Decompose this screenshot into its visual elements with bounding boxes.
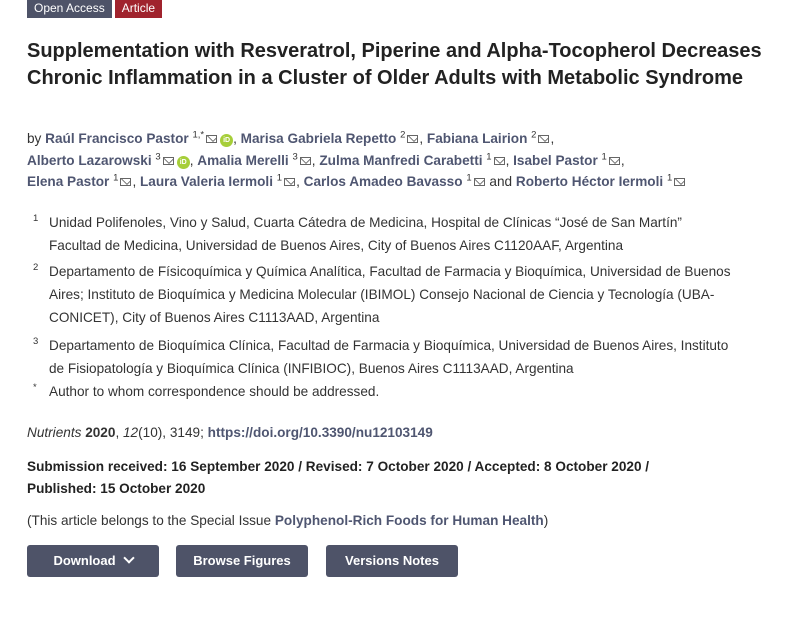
affiliation-item [27, 334, 787, 380]
envelope-icon[interactable] [206, 135, 217, 143]
publication-dates [27, 456, 747, 500]
open-access-badge[interactable]: Open Access [27, 0, 112, 18]
browse-figures-button[interactable]: Browse Figures [176, 545, 308, 577]
special-issue-prefix: (This article belongs to the Special Issue [27, 513, 275, 528]
author-affil-sup: 1,* [192, 129, 205, 141]
affiliation-text: Unidad Polifenoles, Vino y Salud, Cuarta Cátedra de Medicina, Hospital de Clínicas “José de San Martín” [49, 215, 682, 230]
author-link[interactable]: Fabiana Lairion [426, 131, 528, 146]
affiliation-item [27, 260, 787, 334]
affiliation-text: Author to whom correspondence should be addressed. [49, 384, 380, 399]
envelope-icon[interactable] [674, 178, 685, 186]
author-affil-sup: 1 [486, 150, 492, 162]
authors-prefix: by [27, 131, 42, 146]
affiliation-number: 1 [33, 213, 39, 224]
affiliation-text: Facultad de Medicina, Universidad de Buenos Aires, City of Buenos Aires C1120AAF, Argentina [49, 238, 624, 253]
author-link[interactable]: Amalia Merelli [197, 152, 289, 168]
author-affil-sup: 3 [155, 150, 161, 162]
journal-name: Nutrients [27, 425, 82, 440]
envelope-icon[interactable] [120, 178, 131, 186]
citation: Nutrients 2020, 12(10), 3149; https://doi.org/10.3390/nu12103149 [27, 425, 433, 440]
download-label: Download [53, 553, 116, 568]
envelope-icon[interactable] [474, 178, 485, 186]
author-link[interactable]: Raúl Francisco Pastor [45, 131, 189, 146]
special-issue-note [27, 513, 548, 528]
envelope-icon[interactable] [163, 157, 174, 165]
author-affil-sup: 1 [113, 172, 119, 184]
envelope-icon[interactable] [284, 178, 295, 186]
envelope-icon[interactable] [609, 157, 620, 165]
affiliation-text: CONICET), City of Buenos Aires C1113AAD, Argentina [49, 310, 380, 325]
author-affil-sup: 3 [292, 150, 298, 162]
author-affil-sup: 1 [466, 172, 472, 184]
author-link[interactable]: Alberto Lazarowski [27, 152, 152, 168]
author-link[interactable]: Laura Valeria Iermoli [140, 174, 273, 189]
author-link[interactable]: Elena Pastor [27, 174, 110, 189]
affiliation-item [27, 211, 787, 260]
author-affil-sup: 1 [601, 150, 607, 162]
correspondence-note [27, 380, 787, 403]
special-issue-suffix: ) [543, 513, 549, 528]
authors-and: and [489, 174, 513, 189]
article-title: Supplementation with Resveratrol, Piperine and Alpha-Tocopherol Decreases Chronic Inflammation in a Cluster of Older Adults with Metabolic Syndrome [27, 40, 762, 89]
envelope-icon[interactable] [538, 135, 549, 143]
affiliation-text: Departamento de Físicoquímica y Química Analítica, Facultad de Farmacia y Bioquímica, Universidad de Buenos [49, 264, 731, 279]
doi-link[interactable]: https://doi.org/10.3390/nu12103149 [207, 425, 433, 440]
author-affil-sup: 1 [276, 172, 283, 184]
envelope-icon[interactable] [494, 157, 505, 165]
affiliation-number: 3 [33, 336, 39, 347]
author-list: by Raúl Francisco Pastor $^{1,*}$iD , Marisa Gabriela Repetto $^2$ , Fabiana Lairion $^2$ , Alberto Lazarowski $^3$iD , Amalia Merelli $^3$ , Zulma Manfredi Carabetti $^1$ , Isabel Pastor $^1$ , Elena Pastor $^1$ , Laura Valeria Iermoli $^1$ , Carlos Amadeo Bavasso $^1$ and Roberto Héctor Iermoli $^1$ [27, 128, 777, 193]
author-link[interactable]: Isabel Pastor [513, 152, 598, 168]
affiliation-number: * [33, 382, 37, 393]
author-affil-sup: 1 [666, 172, 673, 184]
dates-line: Submission received: 16 September 2020 / Revised: 7 October 2020 / Accepted: 8 October 2020 / [27, 459, 650, 474]
special-issue-link[interactable]: Polyphenol-Rich Foods for Human Health [274, 513, 544, 528]
envelope-icon[interactable] [407, 135, 418, 143]
affiliation-text: de Fisiopatología y Bioquímica Clínica (INFIBIOC), Buenos Aires C1113AAD, Argentina [49, 361, 574, 376]
affiliations [27, 211, 787, 403]
chevron-down-icon [123, 552, 134, 563]
author-link[interactable]: Zulma Manfredi Carabetti [319, 152, 483, 168]
citation-issue-pages: (10), 3149; [138, 425, 204, 440]
orcid-icon[interactable]: iD [177, 156, 190, 169]
dates-line: Published: 15 October 2020 [27, 481, 206, 496]
affiliation-number: 2 [33, 262, 39, 273]
author-link[interactable]: Roberto Héctor Iermoli [515, 174, 664, 189]
article-type-badge: Article [115, 0, 162, 18]
versions-notes-button[interactable]: Versions Notes [326, 545, 458, 577]
citation-year: 2020 [85, 425, 116, 440]
author-link[interactable]: Carlos Amadeo Bavasso [303, 174, 463, 189]
author-affil-sup: 2 [400, 129, 406, 141]
affiliation-text: Aires; Instituto de Bioquímica y Medicina Molecular (IBIMOL) Consejo Nacional de Ciencia y Tecnología (UBA- [49, 287, 715, 302]
author-affil-sup: 2 [531, 129, 537, 141]
author-link[interactable]: Marisa Gabriela Repetto [240, 131, 397, 146]
citation-volume: 12 [123, 425, 139, 440]
article-badges [27, 0, 162, 18]
download-button[interactable] [27, 545, 159, 577]
affiliation-text: Departamento de Bioquímica Clínica, Facultad de Farmacia y Bioquímica, Universidad de Buenos Aires, Instituto [49, 338, 729, 353]
envelope-icon[interactable] [300, 157, 311, 165]
orcid-icon[interactable]: iD [220, 134, 233, 147]
